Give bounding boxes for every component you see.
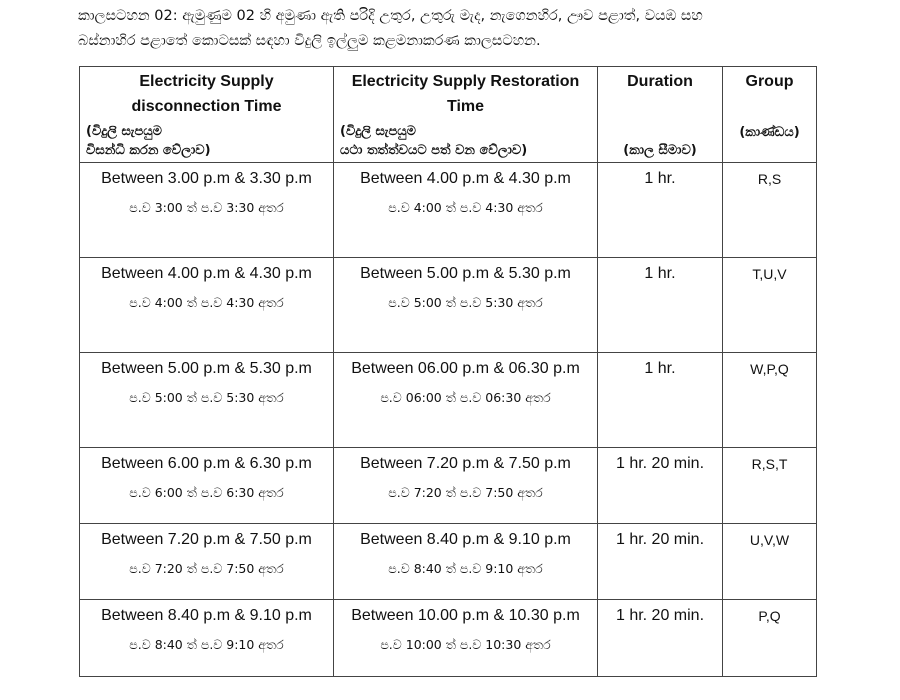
group-value: P,Q <box>758 608 781 624</box>
disconnect-cell <box>80 600 334 677</box>
duration-cell <box>598 163 723 258</box>
restore-time-en: Between 8.40 p.m & 9.10 p.m <box>360 531 571 548</box>
disconnect-time-si: ප.ව 8:40 ත් ප.ව 9:10 අතර <box>129 637 284 652</box>
duration-value: 1 hr. 20 min. <box>615 607 705 624</box>
duration-value: 1 hr. 20 min. <box>615 455 705 472</box>
disconnect-time-si: ප.ව 7:20 ත් ප.ව 7:50 අතර <box>129 561 284 576</box>
disconnect-time-en: Between 7.20 p.m & 7.50 p.m <box>101 531 312 548</box>
restore-cell <box>334 258 598 353</box>
disconnect-cell <box>80 524 334 600</box>
restore-time-si: ප.ව 10:00 ත් ප.ව 10:30 අතර <box>380 637 551 652</box>
header-restore-si-1: (විදුලි සැපයුම <box>340 124 416 139</box>
disconnect-time-en: Between 8.40 p.m & 9.10 p.m <box>101 607 312 624</box>
restore-cell <box>334 448 598 524</box>
duration-cell <box>598 353 723 448</box>
duration-value: 1 hr. <box>644 360 676 377</box>
duration-cell <box>598 258 723 353</box>
restore-time-si: ප.ව 4:00 ත් ප.ව 4:30 අතර <box>388 200 543 215</box>
group-value: W,P,Q <box>750 361 789 377</box>
disconnect-time-en: Between 4.00 p.m & 4.30 p.m <box>101 265 312 282</box>
disconnect-time-si: ප.ව 5:00 ත් ප.ව 5:30 අතර <box>129 390 284 405</box>
restore-time-en: Between 7.20 p.m & 7.50 p.m <box>360 455 571 472</box>
restore-time-en: Between 5.00 p.m & 5.30 p.m <box>360 265 571 282</box>
group-value: T,U,V <box>752 266 787 282</box>
group-cell <box>723 163 817 258</box>
duration-cell <box>598 448 723 524</box>
disconnect-time-en: Between 5.00 p.m & 5.30 p.m <box>101 360 312 377</box>
schedule-table <box>79 66 817 677</box>
restore-time-si: ප.ව 7:20 ත් ප.ව 7:50 අතර <box>388 485 543 500</box>
group-cell <box>723 258 817 353</box>
restore-cell <box>334 163 598 258</box>
restore-cell <box>334 353 598 448</box>
group-cell <box>723 448 817 524</box>
disconnect-cell <box>80 258 334 353</box>
header-restore-time <box>334 67 598 163</box>
table-row <box>80 258 817 353</box>
header-disconnect-time <box>80 67 334 163</box>
duration-cell <box>598 600 723 677</box>
restore-time-en: Between 06.00 p.m & 06.30 p.m <box>351 360 580 377</box>
disconnect-cell <box>80 163 334 258</box>
table-row <box>80 448 817 524</box>
header-group <box>723 67 817 163</box>
disconnect-cell <box>80 448 334 524</box>
header-disconnect-en-2: disconnection Time <box>131 98 282 115</box>
group-cell <box>723 524 817 600</box>
restore-time-en: Between 4.00 p.m & 4.30 p.m <box>360 170 571 187</box>
duration-value: 1 hr. <box>644 265 676 282</box>
header-group-en: Group <box>745 73 794 90</box>
disconnect-cell <box>80 353 334 448</box>
intro-paragraph <box>78 4 838 54</box>
restore-time-en: Between 10.00 p.m & 10.30 p.m <box>351 607 580 624</box>
restore-time-si: ප.ව 8:40 ත් ප.ව 9:10 අතර <box>388 561 543 576</box>
table-row <box>80 600 817 677</box>
restore-time-si: ප.ව 5:00 ත් ප.ව 5:30 අතර <box>388 295 543 310</box>
table-row <box>80 353 817 448</box>
header-duration-si: (කාල සීමාව) <box>623 143 697 158</box>
intro-line-2: බස්නාහිර පළාතේ කොටසක් සඳහා විදුලි ඉල්ලුම කළමනාකරණ කාලසටහන. <box>78 33 541 49</box>
disconnect-time-en: Between 3.00 p.m & 3.30 p.m <box>101 170 312 187</box>
intro-line-1: කාලසටහන 02: ඇමුණුම 02 හි අමුණා ඇති පරිදි උතුර, උතුරු මැද, නැගෙනහිර, ඌව පළාත්, වයඹ සහ <box>78 8 703 24</box>
disconnect-time-si: ප.ව 4:00 ත් ප.ව 4:30 අතර <box>129 295 284 310</box>
header-restore-si-2: යථා තත්ත්වයට පත් වන වේලාව) <box>340 143 528 158</box>
duration-value: 1 hr. <box>644 170 676 187</box>
group-cell <box>723 600 817 677</box>
table-row <box>80 524 817 600</box>
disconnect-time-en: Between 6.00 p.m & 6.30 p.m <box>101 455 312 472</box>
header-restore-en-2: Time <box>446 98 485 115</box>
group-value: R,S,T <box>751 456 788 472</box>
duration-cell <box>598 524 723 600</box>
header-disconnect-si-2: විසන්ධි කරන වේලාව) <box>86 143 211 158</box>
disconnect-time-si: ප.ව 3:00 ත් ප.ව 3:30 අතර <box>129 200 284 215</box>
table-row <box>80 163 817 258</box>
header-restore-en-1: Electricity Supply Restoration <box>351 73 580 90</box>
group-value: R,S <box>757 171 782 187</box>
restore-time-si: ප.ව 06:00 ත් ප.ව 06:30 අතර <box>380 390 551 405</box>
disconnect-time-si: ප.ව 6:00 ත් ප.ව 6:30 අතර <box>129 485 284 500</box>
header-duration-en: Duration <box>627 73 693 90</box>
duration-value: 1 hr. 20 min. <box>615 531 705 548</box>
group-cell <box>723 353 817 448</box>
header-duration <box>598 67 723 163</box>
group-value: U,V,W <box>749 532 790 548</box>
restore-cell <box>334 600 598 677</box>
header-disconnect-si-1: (විදුලි සැපයුම <box>86 124 162 139</box>
header-row <box>80 67 817 163</box>
header-group-si: (කාණ්ඩය) <box>739 125 800 140</box>
header-disconnect-en-1: Electricity Supply <box>139 73 274 90</box>
restore-cell <box>334 524 598 600</box>
